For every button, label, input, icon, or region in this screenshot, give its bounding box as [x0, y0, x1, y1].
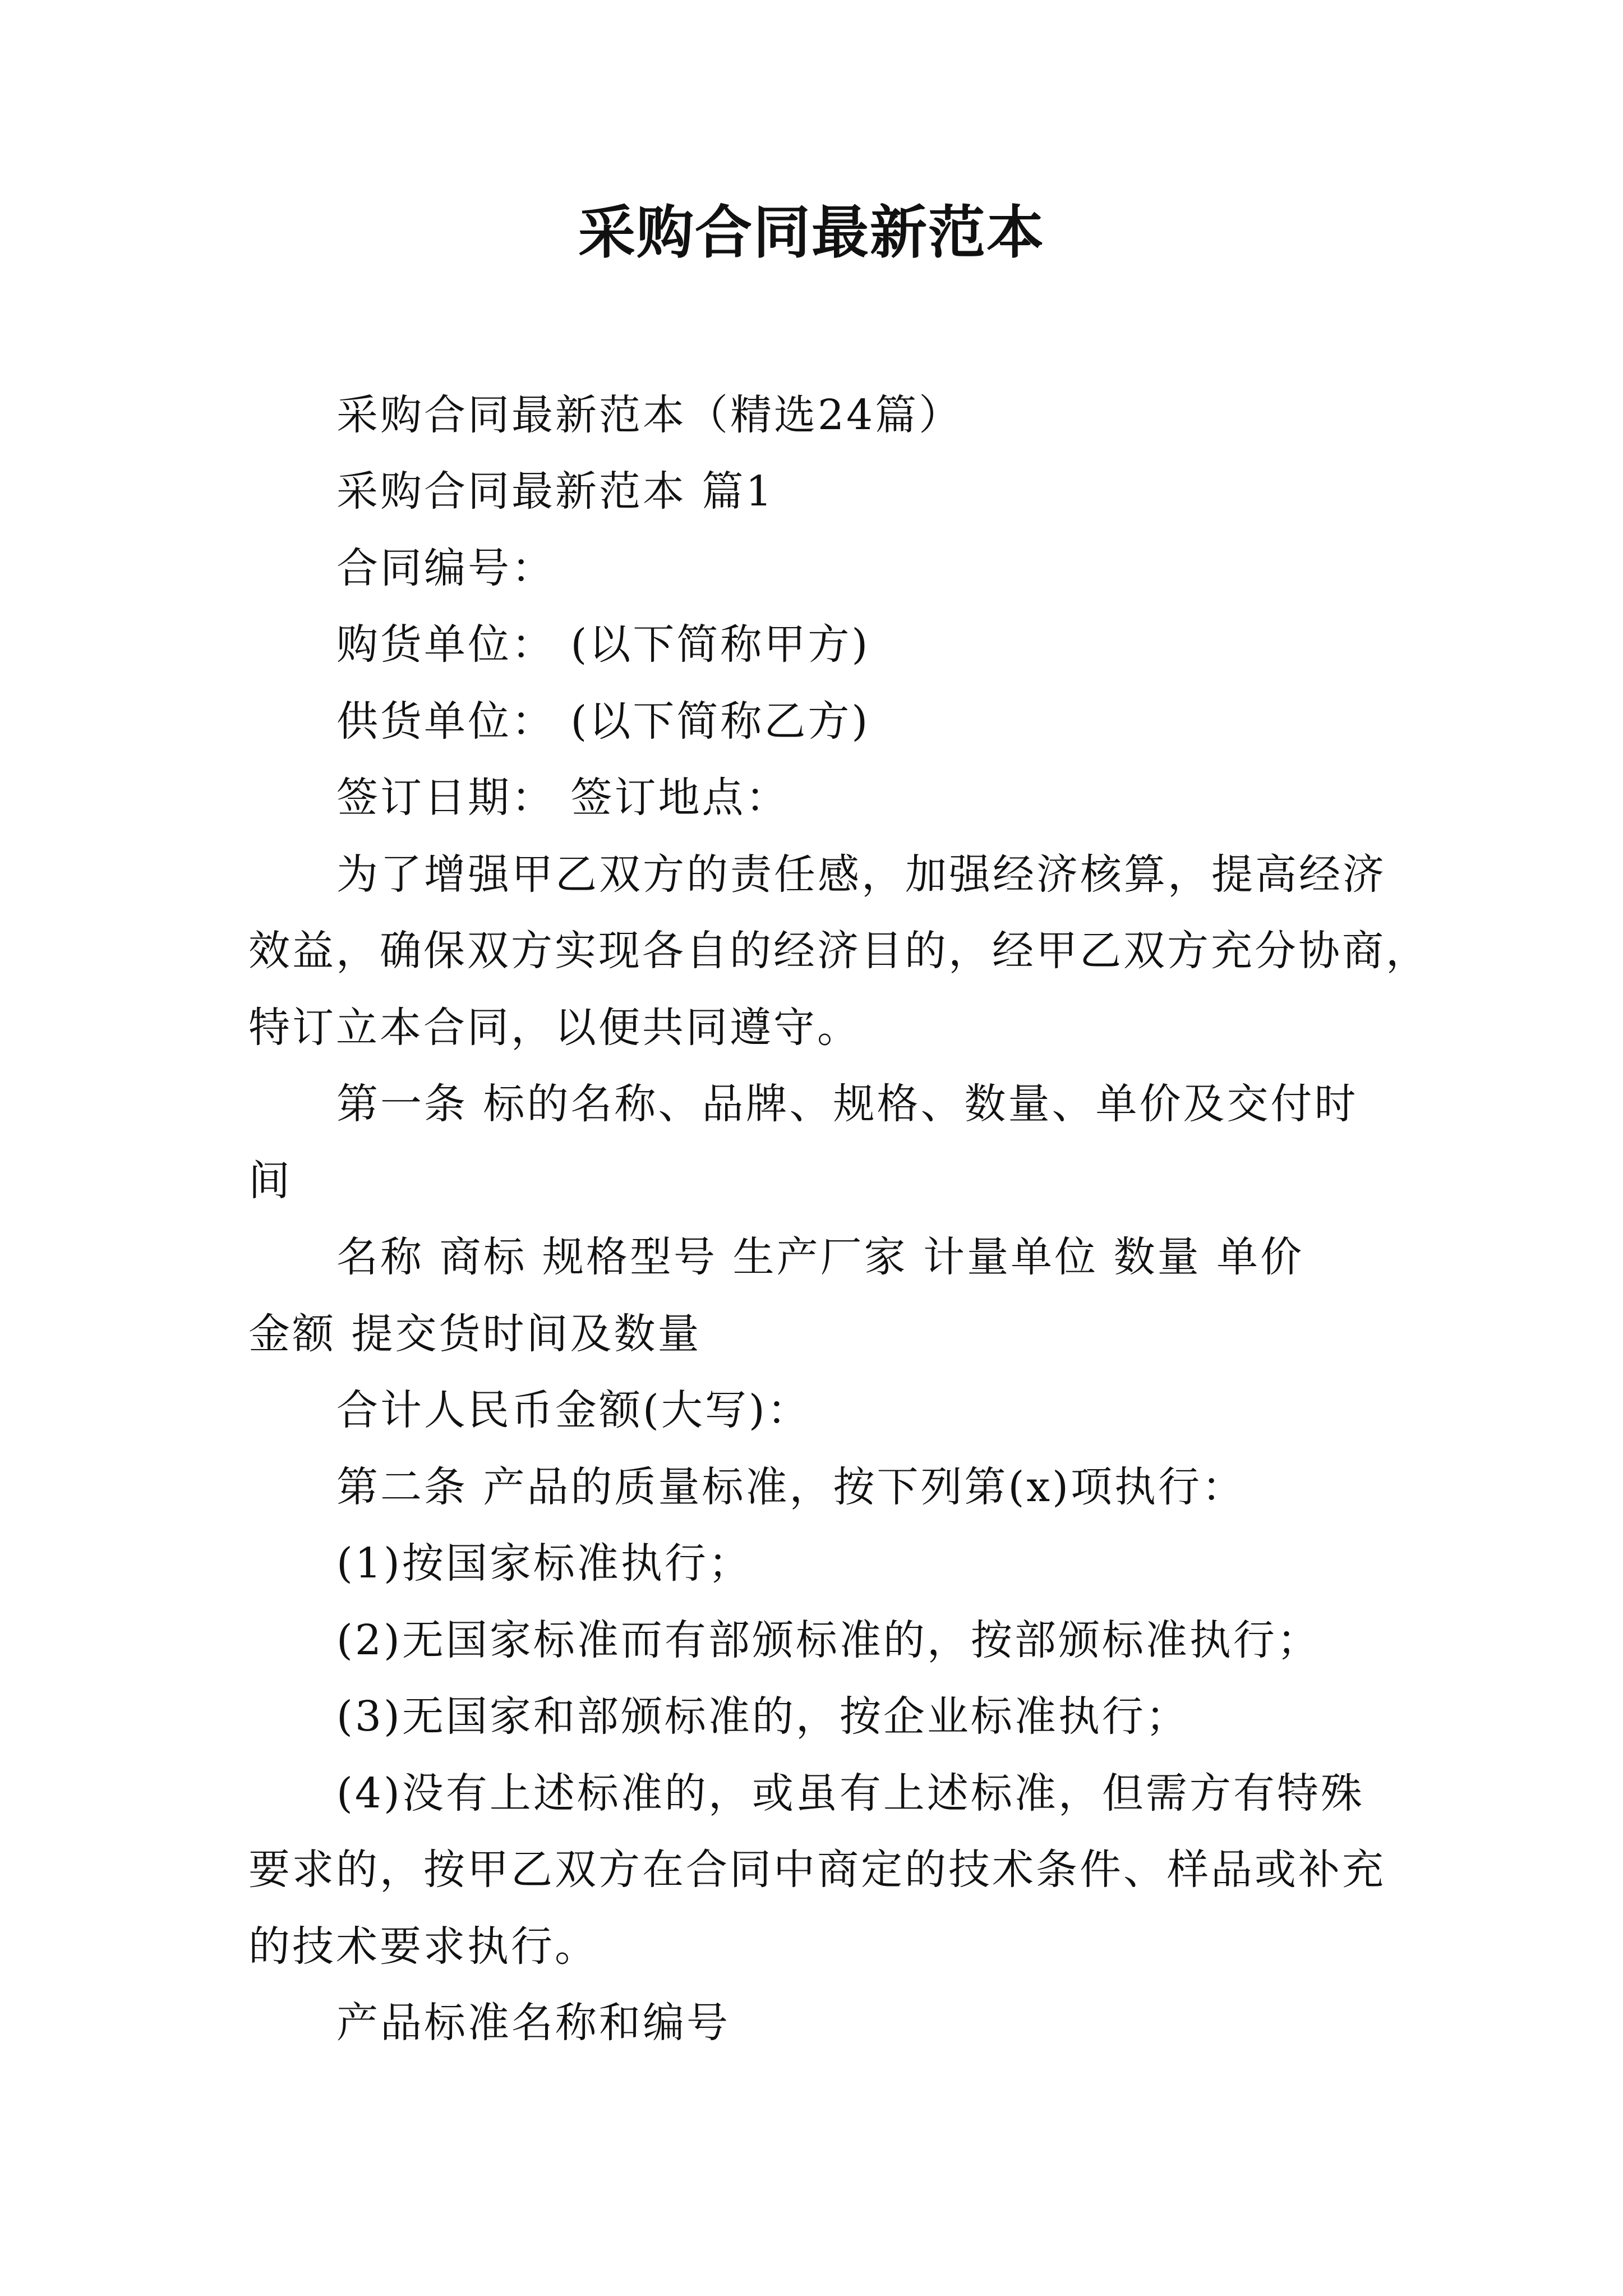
paragraph-line: 效益，确保双方实现各自的经济目的，经甲乙双方充分协商，	[248, 927, 1430, 975]
list-item: (4)没有上述标准的，或虽有上述标准，但需方有特殊	[336, 1769, 1364, 1818]
list-item: 要求的，按甲乙双方在合同中商定的技术条件、样品或补充	[248, 1846, 1386, 1894]
buyer-line: 购货单位： (以下简称甲方)	[336, 620, 870, 669]
article-heading: 间	[248, 1157, 292, 1205]
subtitle-line: 采购合同最新范本（精选24篇）	[336, 391, 963, 439]
table-header-line: 金额 提交货时间及数量	[248, 1310, 702, 1358]
supplier-line: 供货单位： (以下简称乙方)	[336, 697, 870, 746]
list-item: (2)无国家标准而有部颁标准的，按部颁标准执行；	[336, 1616, 1321, 1664]
list-item: 的技术要求执行。	[248, 1922, 598, 1971]
signing-date-place-line: 签订日期： 签订地点：	[336, 774, 790, 822]
document-title: 采购合同最新范本	[578, 199, 1045, 266]
paragraph-line: 为了增强甲乙双方的责任感，加强经济核算，提高经济	[336, 850, 1386, 899]
standard-name-line: 产品标准名称和编号	[336, 1999, 730, 2047]
article-heading: 第一条 标的名称、品牌、规格、数量、单价及交付时	[336, 1080, 1358, 1128]
paragraph-line: 特订立本合同，以便共同遵守。	[248, 1004, 861, 1052]
article-heading: 第二条 产品的质量标准，按下列第(x)项执行：	[336, 1463, 1246, 1511]
list-item: (3)无国家和部颁标准的，按企业标准执行；	[336, 1692, 1189, 1741]
contract-number-line: 合同编号：	[336, 544, 555, 592]
total-amount-line: 合计人民币金额(大写)：	[336, 1386, 811, 1434]
list-item: (1)按国家标准执行；	[336, 1539, 752, 1588]
section-heading: 采购合同最新范本 篇1	[336, 467, 774, 516]
table-header-line: 名称 商标 规格型号 生产厂家 计量单位 数量 单价	[336, 1233, 1304, 1281]
